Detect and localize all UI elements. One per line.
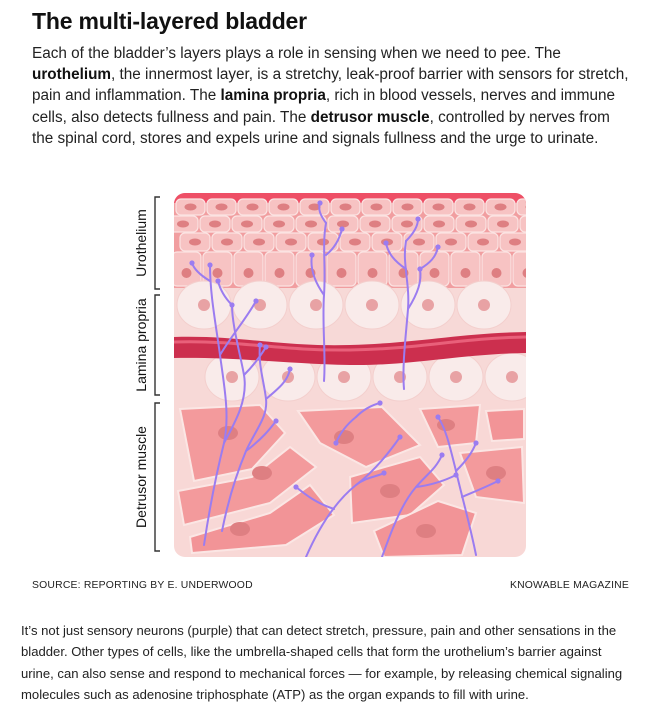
cell-nucleus: [529, 221, 530, 228]
urothelium-cell: [520, 216, 530, 232]
cell-nucleus: [273, 221, 285, 228]
cell-nucleus: [371, 204, 383, 211]
cell-nucleus: [185, 204, 197, 211]
cell-nucleus: [433, 221, 445, 228]
urothelium-cell: [517, 199, 530, 215]
publisher-credit: KNOWABLE MAGAZINE: [509, 580, 629, 591]
cell-nucleus: [337, 221, 349, 228]
cell-nucleus: [450, 371, 462, 383]
figure-caption: It’s not just sensory neurons (purple) that can detect stretch, pressure, pain and other sensations in the bladder. Other types of cells, like the umbrella-shaped cells that form the urothelium’s barrier against urine, can also sense and respond to mechanical forces — for example, by releasing chemical signaling molecules such as adenosine triphosphate (ATP) as the organ expands to fill with urine.: [21, 623, 623, 702]
cell-nucleus: [461, 268, 471, 278]
cell-nucleus: [506, 371, 518, 383]
cell-nucleus: [430, 268, 440, 278]
label-detrusor-muscle: Detrusor muscle: [133, 426, 149, 528]
cell-nucleus: [216, 204, 228, 211]
cell-nucleus: [253, 239, 265, 246]
cell-nucleus: [337, 268, 347, 278]
term-detrusor-muscle: detrusor muscle: [310, 108, 430, 126]
detrusor-muscle-bracket: [155, 403, 160, 551]
cell-nucleus: [509, 239, 521, 246]
muscle-fiber: [486, 409, 524, 441]
cell-nucleus: [340, 204, 352, 211]
cell-nucleus: [177, 221, 189, 228]
cell-nucleus: [401, 221, 413, 228]
cell-nucleus: [213, 268, 223, 278]
urothelium-cell: [513, 252, 530, 286]
cell-nucleus: [182, 268, 192, 278]
cell-nucleus: [478, 299, 490, 311]
intro-paragraph: [32, 43, 632, 149]
cell-nucleus: [244, 268, 254, 278]
cell-nucleus: [465, 221, 477, 228]
cell-nucleus: [366, 299, 378, 311]
cell-nucleus: [422, 299, 434, 311]
cell-nucleus: [226, 371, 238, 383]
cell-nucleus: [247, 204, 259, 211]
cell-nucleus: [338, 371, 350, 383]
intro-text-4: , controlled by nerves from the spinal cord, stores and expels urine and signals fullness and the urge to urinate.: [32, 108, 610, 147]
cell-nucleus: [433, 204, 445, 211]
cell-nucleus: [526, 204, 531, 211]
cell-nucleus: [209, 221, 221, 228]
cell-nucleus: [445, 239, 457, 246]
cell-nucleus: [477, 239, 489, 246]
cell-nucleus: [285, 239, 297, 246]
cell-nucleus: [278, 204, 290, 211]
intro-text-2: , the innermost layer, is a stretchy, leak-proof barrier with sensors for stretch, pain and inflammation. The: [32, 66, 629, 105]
source-note: SOURCE: REPORTING BY E. UNDERWOOD: [32, 580, 253, 591]
urothelium-cells: [168, 199, 530, 286]
cell-nucleus: [241, 221, 253, 228]
cell-nucleus: [349, 239, 361, 246]
cell-nucleus: [402, 204, 414, 211]
bladder-layers-diagram: [120, 185, 530, 560]
cell-nucleus: [310, 299, 322, 311]
cell-nucleus: [369, 221, 381, 228]
label-urothelium: Urothelium: [133, 209, 149, 277]
intro-text-3: , rich in blood vessels, nerves and immune cells, also detects fullness and pain. The: [32, 87, 615, 126]
cell-nucleus: [275, 268, 285, 278]
label-lamina-propria: Lamina propria: [133, 298, 149, 392]
urothelium-bracket: [155, 197, 160, 289]
cell-nucleus: [189, 239, 201, 246]
page-title: The multi-layered bladder: [32, 8, 307, 34]
cell-nucleus: [495, 204, 507, 211]
lamina-propria-bracket: [155, 295, 160, 395]
term-lamina-propria: lamina propria: [220, 87, 326, 105]
cell-nucleus: [198, 299, 210, 311]
cell-nucleus: [368, 268, 378, 278]
cell-nucleus: [464, 204, 476, 211]
cell-nucleus: [317, 239, 329, 246]
cell-nucleus: [305, 221, 317, 228]
cell-nucleus: [492, 268, 502, 278]
cell-nucleus: [221, 239, 233, 246]
term-urothelium: urothelium: [32, 66, 112, 84]
intro-text-1: Each of the bladder’s layers plays a role in sensing when we need to pee. The: [32, 45, 561, 62]
cell-nucleus: [497, 221, 509, 228]
cell-nucleus: [413, 239, 425, 246]
